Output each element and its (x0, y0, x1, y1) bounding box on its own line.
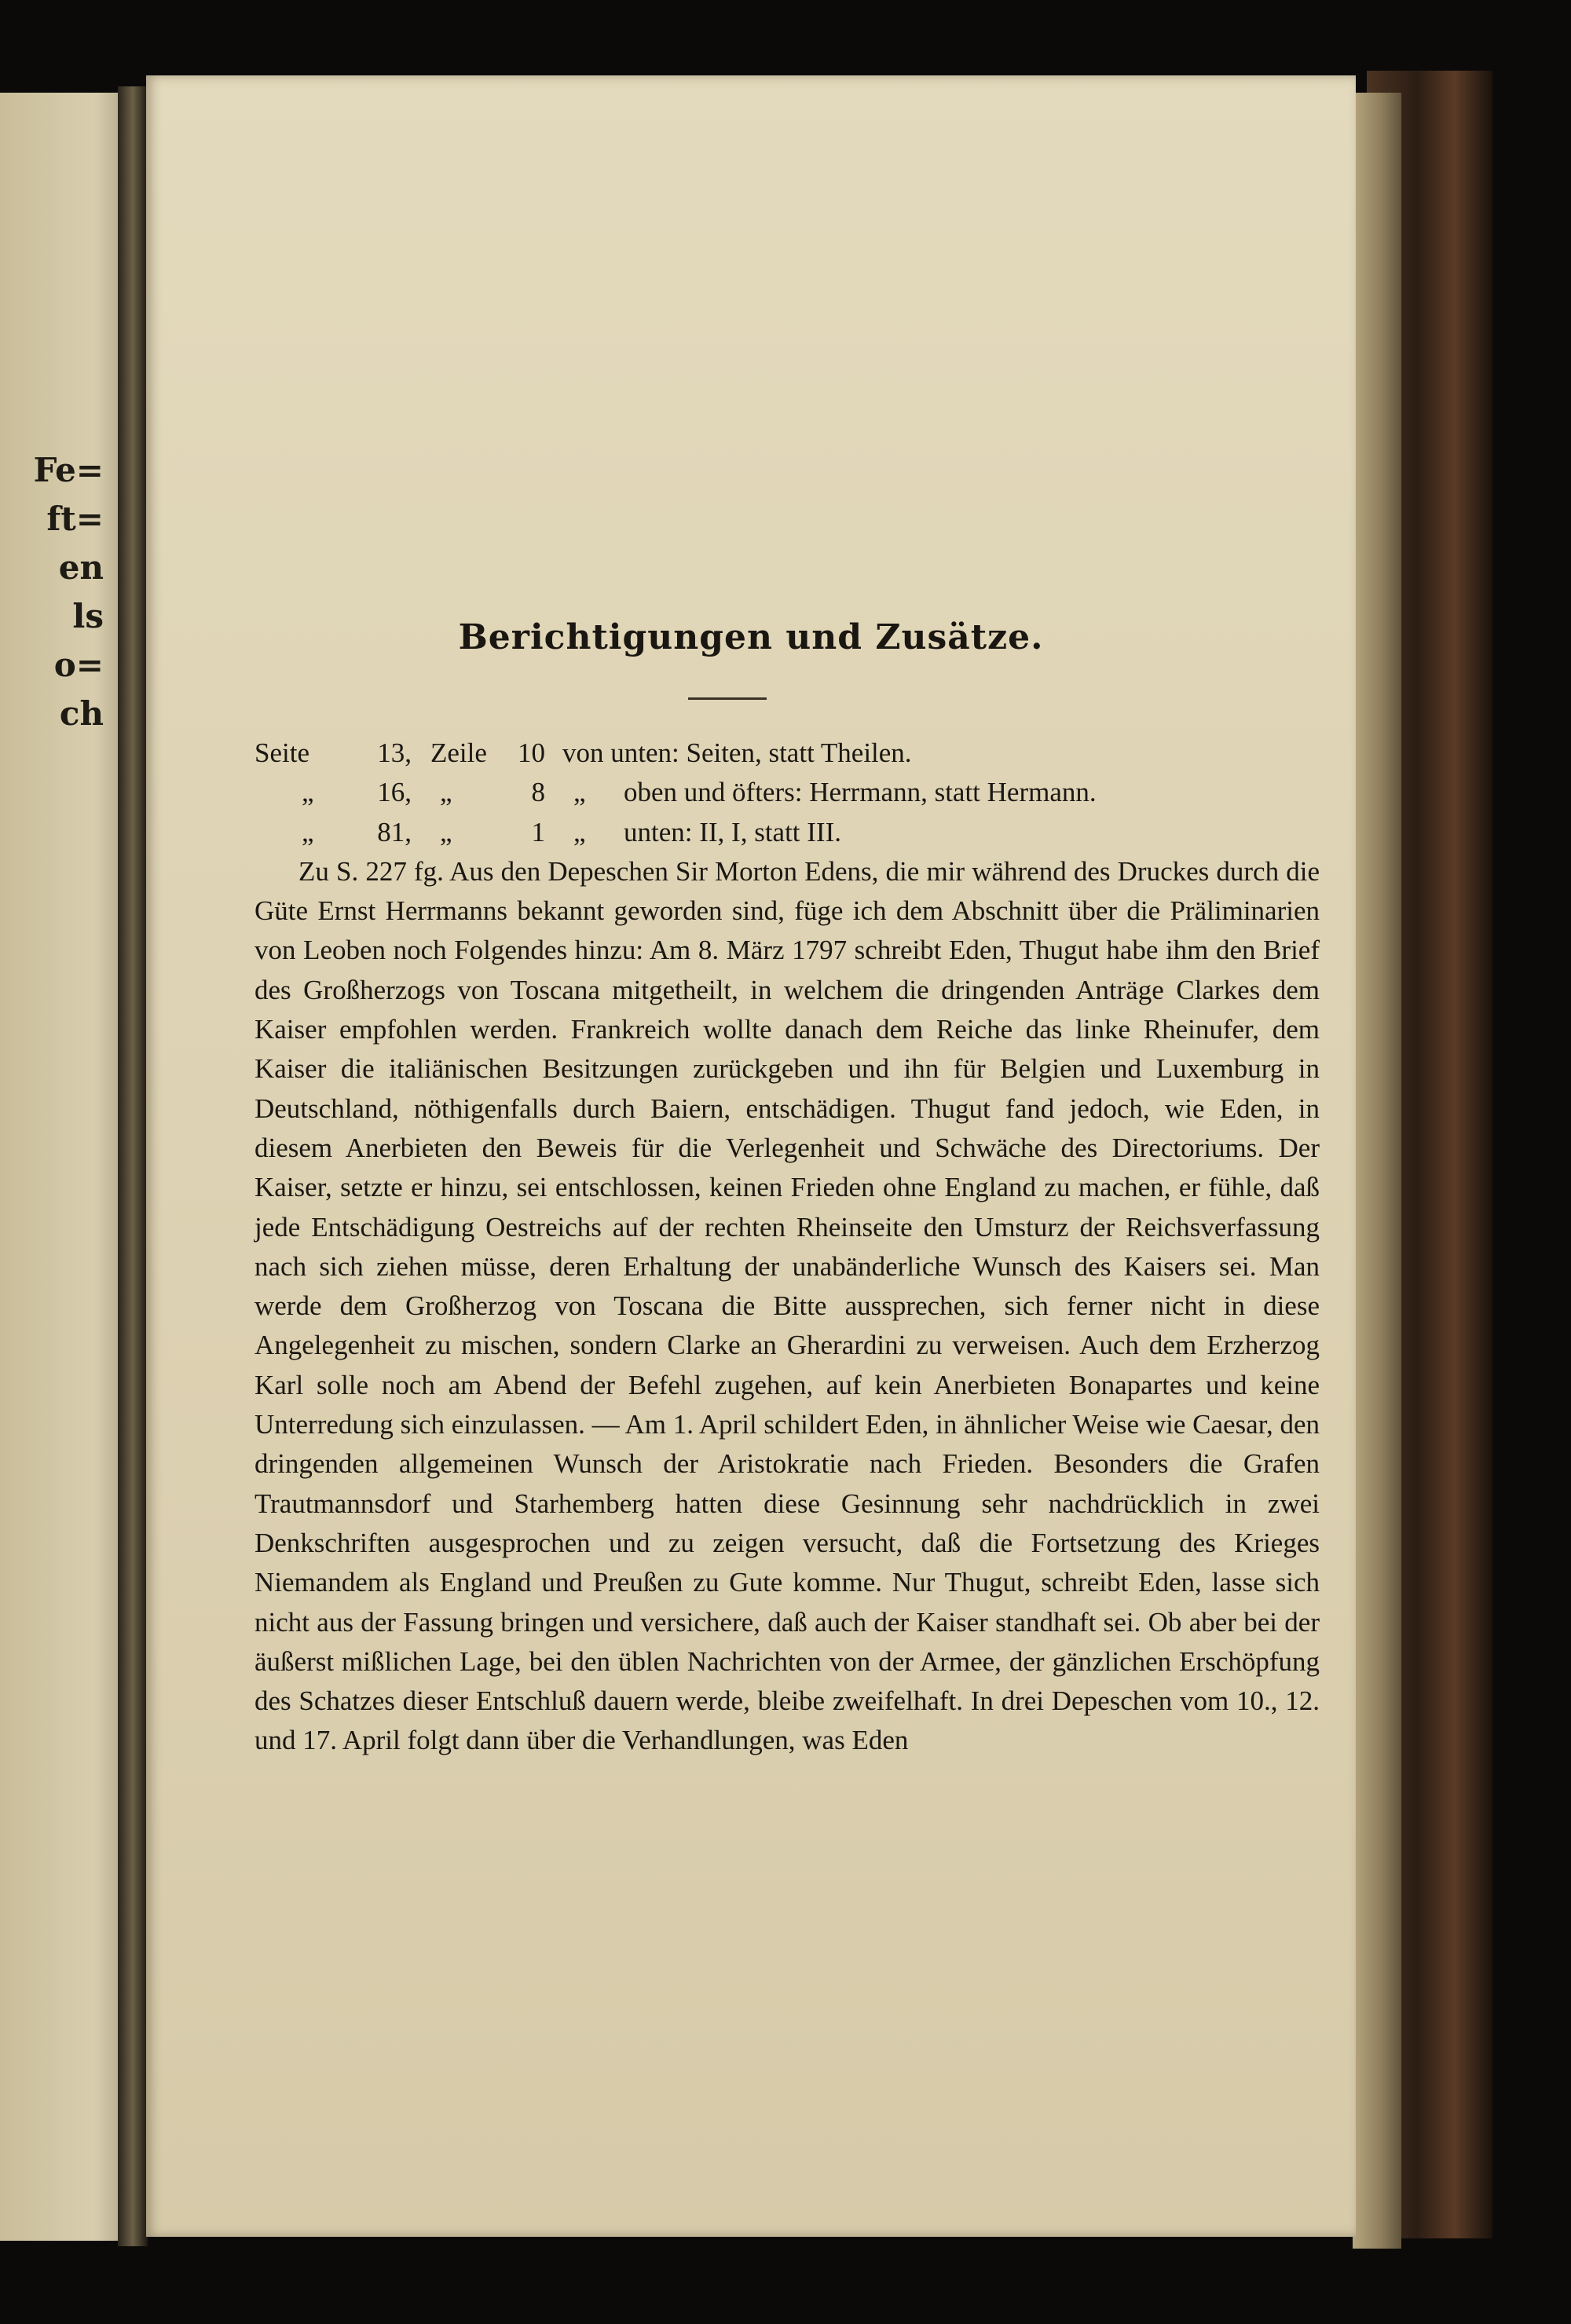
ditto-mark: „ (302, 777, 314, 808)
correction-text: unten: II, I, statt III. (624, 816, 841, 847)
correction-page: 81, (377, 816, 412, 847)
correction-line-number: 8 (531, 777, 545, 808)
ditto-mark: „ (440, 777, 452, 808)
addendum-paragraph: Zu S. 227 fg. Aus den Depeschen Sir Morton Edens, die mir während des Druckes durch die Güte Ernst Herrmanns bekannt geworden sind, füge ich dem Abschnitt über die Präliminarien von Leoben noch Folgendes hinzu: Am 8. März 1797 schreibt Eden, Thugut habe ihm den Brief des Großherzogs von Toscana mitgetheilt, in welchem die dringenden Anträge Clarkes dem Kaiser empfohlen werden. Frankreich wollte danach dem Reiche das linke Rheinufer, dem Kaiser die italiänischen Besitzungen zurückgeben und ihn für Belgien und Luxemburg in Deutschland, nöthigenfalls durch Baiern, entschädigen. Thugut fand jedoch, wie Eden, in diesem Anerbieten den Beweis für die Verlegenheit und Schwäche des Directoriums. Der Kaiser, setzte er hinzu, sei entschlossen, keinen Frieden ohne England zu machen, er fühle, daß jede Entschädigung Oestreichs auf der rechten Rheinseite den Umsturz der Reichsverfassung nach sich ziehen müsse, deren Erhaltung der unabänderliche Wunsch des Kaisers sei. Man werde dem Großherzog von Toscana die Bitte aussprechen, sich ferner nicht in diese Angelegenheit zu mischen, sondern Clarke an Gherardini zu verweisen. Auch dem Erzherzog Karl solle noch am Abend der Befehl zugehen, auf kein Anerbieten Bonapartes und keine Unterredung sich einzulassen. — Am 1. April schildert Eden, in ähnlicher Weise wie Caesar, den dringenden allgemeinen Wunsch der Aristokratie nach Frieden. Besonders die Grafen Trautmannsdorf und Starhemberg hatten diese Gesinnung sehr nachdrücklich in zwei Denkschriften ausgesprochen und zu zeigen versucht, daß die Fortsetzung des Krieges Niemandem als England und Preußen zu Gute komme. Nur Thugut, schreibt Eden, lasse sich nicht aus der Fassung bringen und versichere, daß auch der Kaiser standhaft sei. Ob aber bei der äußerst mißlichen Lage, bei den üblen Nachrichten von der Armee, der gänzlichen Erschöpfung des Schatzes dieser Entschluß dauern werde, bleibe zweifelhaft. In drei Depeschen vom 10., 12. und 17. April folgt dann über die Verhandlungen, was Eden (255, 855, 1320, 1756)
correction-unit: Zeile (430, 737, 487, 768)
left-line: ch (59, 694, 104, 733)
correction-line (255, 734, 1320, 773)
page-body (255, 734, 1320, 1761)
book-gutter (118, 86, 148, 2246)
correction-page: 16, (377, 777, 412, 808)
correction-line-number: 1 (531, 816, 545, 847)
ditto-mark: „ (440, 816, 452, 847)
left-page-text (0, 446, 126, 738)
left-line: en (58, 548, 104, 587)
left-facing-page (0, 93, 135, 2241)
correction-prefix: Seite (255, 737, 309, 768)
correction-text: oben und öfters: Herrmann, statt Hermann. (624, 777, 1097, 808)
correction-line-number: 10 (518, 737, 545, 768)
title-rule (688, 697, 767, 700)
correction-page: 13, (377, 737, 412, 768)
ditto-mark: „ (573, 816, 586, 847)
left-line: o= (53, 646, 104, 684)
left-line: Fe= (33, 451, 104, 489)
left-line: ft= (46, 500, 104, 538)
ditto-mark: „ (302, 816, 314, 847)
page-title: Berichtigungen und Zusätze. (458, 617, 1044, 657)
correction-line (255, 773, 1320, 812)
correction-text: von unten: Seiten, statt Theilen. (562, 737, 912, 768)
left-line: ls (72, 597, 104, 635)
correction-line (255, 813, 1320, 852)
ditto-mark: „ (573, 777, 586, 808)
right-page (146, 75, 1356, 2237)
page-block-edge (1353, 93, 1401, 2249)
